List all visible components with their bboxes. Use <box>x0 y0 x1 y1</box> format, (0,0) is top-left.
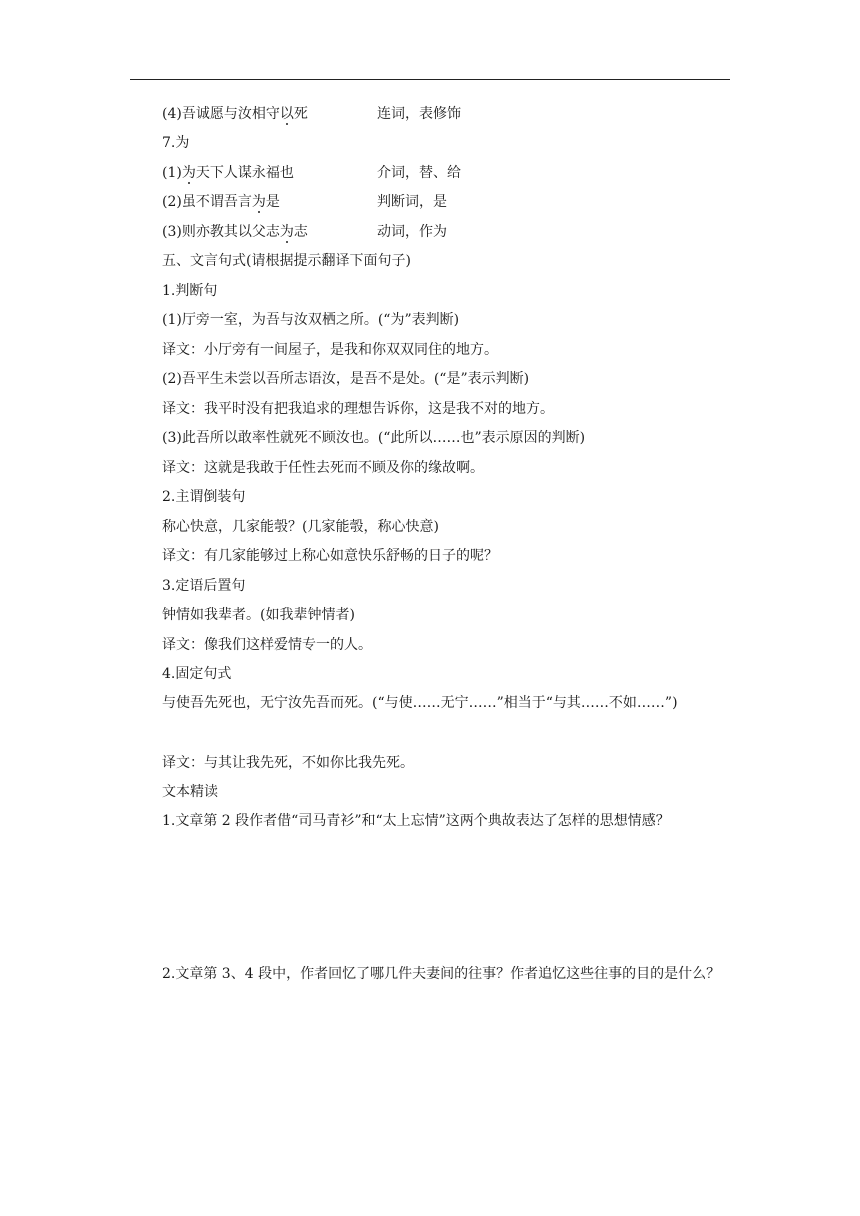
vocab-example: (1)为天下人谋永福也 <box>162 165 294 181</box>
translation: 译文：我平时没有把我追求的理想告诉你，这是我不对的地方。 <box>162 401 554 417</box>
vocab-definition: 动词，作为 <box>377 224 447 240</box>
subsection-title: 3.定语后置句 <box>162 578 246 594</box>
subsection-title: 4.固定句式 <box>162 666 232 682</box>
vocab-definition: 介词，替、给 <box>377 165 461 181</box>
emphasized-char: 为 <box>279 224 294 240</box>
vocab-heading: 7.为 <box>162 135 190 151</box>
section-title: 文本精读 <box>162 784 218 800</box>
translation: 译文：有几家能够过上称心如意快乐舒畅的日子的呢？ <box>162 548 498 564</box>
emphasized-char: 以 <box>279 106 294 122</box>
question: 2.文章第 3、4 段中，作者回忆了哪几件夫妻间的往事？作者追忆这些往事的目的是什么？ <box>162 966 721 982</box>
translation: 译文：小厅旁有一间屋子，是我和你双双同住的地方。 <box>162 342 498 358</box>
sentence: (3)此吾所以敢率性就死不顾汝也。(“此所以……也”表示原因的判断) <box>162 430 586 446</box>
vocab-example: (4)吾诚愿与汝相守以死 <box>162 106 308 122</box>
header-rule <box>130 79 730 80</box>
sentence: 称心快意，几家能彀？(几家能彀，称心快意) <box>162 519 439 535</box>
vocab-definition: 判断词，是 <box>377 194 447 210</box>
vocab-example: (3)则亦教其以父志为志 <box>162 224 308 240</box>
subsection-title: 1.判断句 <box>162 283 218 299</box>
translation: 译文：像我们这样爱情专一的人。 <box>162 637 372 653</box>
question: 1.文章第 2 段作者借“司马青衫”和“太上忘情”这两个典故表达了怎样的思想情感？ <box>162 813 670 829</box>
vocab-example: (2)虽不谓吾言为是 <box>162 194 280 210</box>
sentence: 与使吾先死也，无宁汝先吾而死。(“与使……无宁……”相当于“与其……不如……”) <box>162 695 678 711</box>
translation: 译文：这就是我敢于任性去死而不顾及你的缘故啊。 <box>162 460 484 476</box>
sentence: 钟情如我辈者。(如我辈钟情者) <box>162 607 355 623</box>
translation: 译文：与其让我先死，不如你比我先死。 <box>162 755 414 771</box>
emphasized-char: 为 <box>251 194 266 210</box>
sentence: (2)吾平生未尝以吾所志语汝，是吾不是处。(“是”表示判断) <box>162 371 530 387</box>
section-title: 五、文言句式(请根据提示翻译下面句子) <box>162 253 411 269</box>
emphasized-char: 为 <box>181 165 196 181</box>
vocab-definition: 连词，表修饰 <box>377 106 461 122</box>
sentence: (1)厅旁一室，为吾与汝双栖之所。(“为”表判断) <box>162 312 460 328</box>
subsection-title: 2.主谓倒装句 <box>162 489 246 505</box>
